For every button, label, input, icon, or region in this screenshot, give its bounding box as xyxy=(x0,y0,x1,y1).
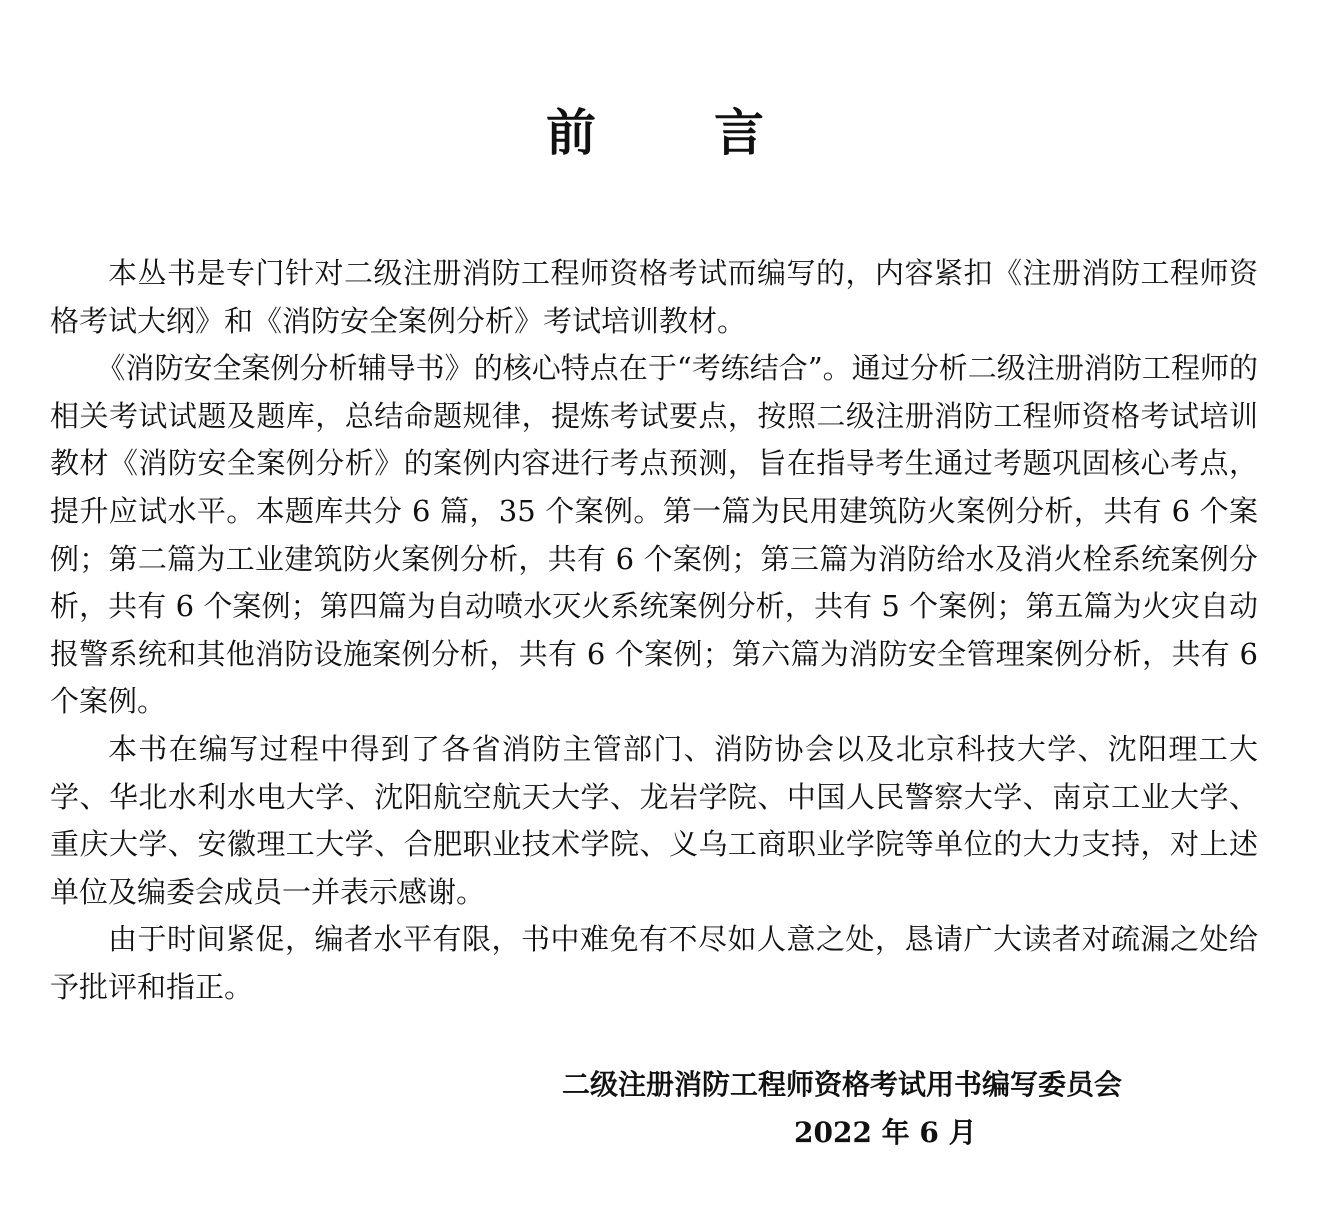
title-char-2: 言 xyxy=(714,103,764,162)
preface-body xyxy=(50,250,1258,1012)
signature-date: 2022 年 6 月 xyxy=(794,1116,977,1149)
paragraph-4: 由于时间紧促，编者水平有限，书中难免有不尽如人意之处，恳请广大读者对疏漏之处给予批评和指正。 xyxy=(50,922,1258,1004)
title-char-1: 前 xyxy=(546,103,596,162)
paragraph-1: 本丛书是专门针对二级注册消防工程师资格考试而编写的，内容紧扣《注册消防工程师资格考试大纲》和《消防安全案例分析》考试培训教材。 xyxy=(50,256,1258,338)
paragraph-3: 本书在编写过程中得到了各省消防主管部门、消防协会以及北京科技大学、沈阳理工大学、华北水利水电大学、沈阳航空航天大学、龙岩学院、中国人民警察大学、南京工业大学、重庆大学、安徽理工大学、合肥职业技术学院、义乌工商职业学院等单位的大力支持，对上述单位及编委会成员一并表示感谢。 xyxy=(50,731,1258,909)
page-title xyxy=(0,98,1310,168)
signature-committee: 二级注册消防工程师资格考试用书编写委员会 xyxy=(562,1068,1123,1101)
signature-block xyxy=(562,1061,1202,1157)
paragraph-2: 《消防安全案例分析辅导书》的核心特点在于“考练结合”。通过分析二级注册消防工程师的相关考试试题及题库，总结命题规律，提炼考试要点，按照二级注册消防工程师资格考试培训教材《消防安全案例分析》的案例内容进行考点预测，旨在指导考生通过考题巩固核心考点，提升应试水平。本题库共分 6 篇，35 个案例。第一篇为民用建筑防火案例分析，共有 6 个案例；第二篇为工业建筑防火案例分析，共有 6 个案例；第三篇为消防给水及消火栓系统案例分析，共有 6 个案例；第四篇为自动喷水灭火系统案例分析，共有 5 个案例；第五篇为火灾自动报警系统和其他消防设施案例分析，共有 6 个案例；第六篇为消防安全管理案例分析，共有 6 个案例。 xyxy=(50,351,1258,719)
